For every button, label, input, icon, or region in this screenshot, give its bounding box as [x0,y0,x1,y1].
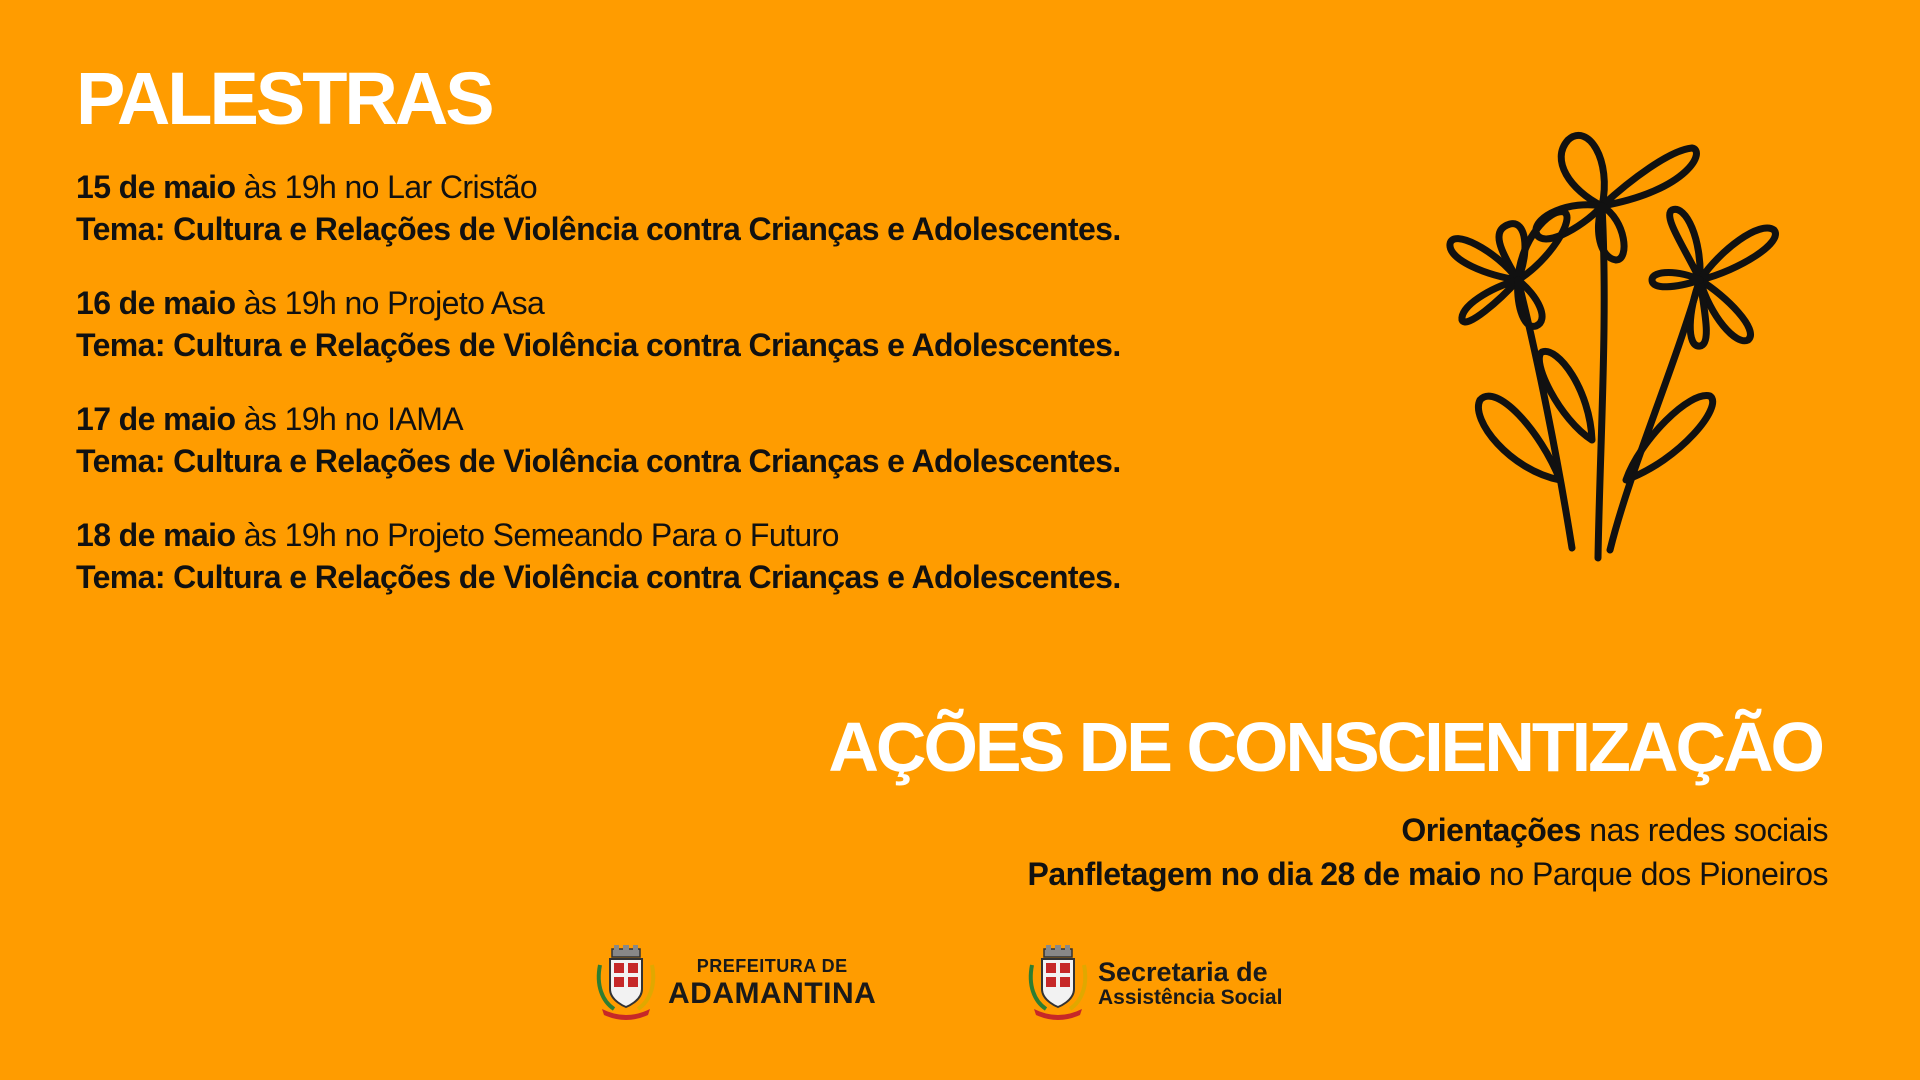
talk-date: 15 de maio [76,169,236,205]
talk-place: às 19h no Projeto Semeando Para o Futuro [235,517,839,553]
action-rest: nas redes sociais [1580,812,1828,848]
talk-place: às 19h no Lar Cristão [235,169,538,205]
flowers-illustration-icon [1430,120,1820,570]
action-item [1027,853,1828,895]
city-crest-icon [1026,945,1090,1021]
talk-theme: Tema: Cultura e Relações de Violência contra Crianças e Adolescentes. [76,559,1121,595]
city-crest-icon [594,945,658,1021]
talk-place: às 19h no IAMA [235,401,464,437]
action-item [1401,809,1828,851]
talk-item [76,282,1121,366]
talk-date: 17 de maio [76,401,236,437]
secretaria-line2-text: Assistência Social [1098,985,1283,1009]
prefeitura-city-text: ADAMANTINA [668,977,877,1010]
prefeitura-logo [594,945,876,1021]
talk-item [76,166,1121,250]
talk-date: 16 de maio [76,285,236,321]
action-bold: Panfletagem no dia 28 de maio [1027,856,1481,892]
talk-item [76,514,1121,598]
talk-theme: Tema: Cultura e Relações de Violência contra Crianças e Adolescentes. [76,327,1121,363]
talk-theme: Tema: Cultura e Relações de Violência contra Crianças e Adolescentes. [76,211,1121,247]
prefeitura-small-text: PREFEITURA DE [696,956,848,976]
talk-place: às 19h no Projeto Asa [235,285,545,321]
secretaria-logo [1026,945,1282,1021]
talk-date: 18 de maio [76,517,236,553]
secretaria-line1-text: Secretaria de [1098,956,1268,987]
action-rest: no Parque dos Pioneiros [1480,856,1828,892]
talk-theme: Tema: Cultura e Relações de Violência contra Crianças e Adolescentes. [76,443,1121,479]
acoes-title: AÇÕES DE CONSCIENTIZAÇÃO [828,708,1822,786]
action-bold: Orientações [1401,812,1581,848]
palestras-title: PALESTRAS [76,57,492,140]
talk-item [76,398,1121,482]
